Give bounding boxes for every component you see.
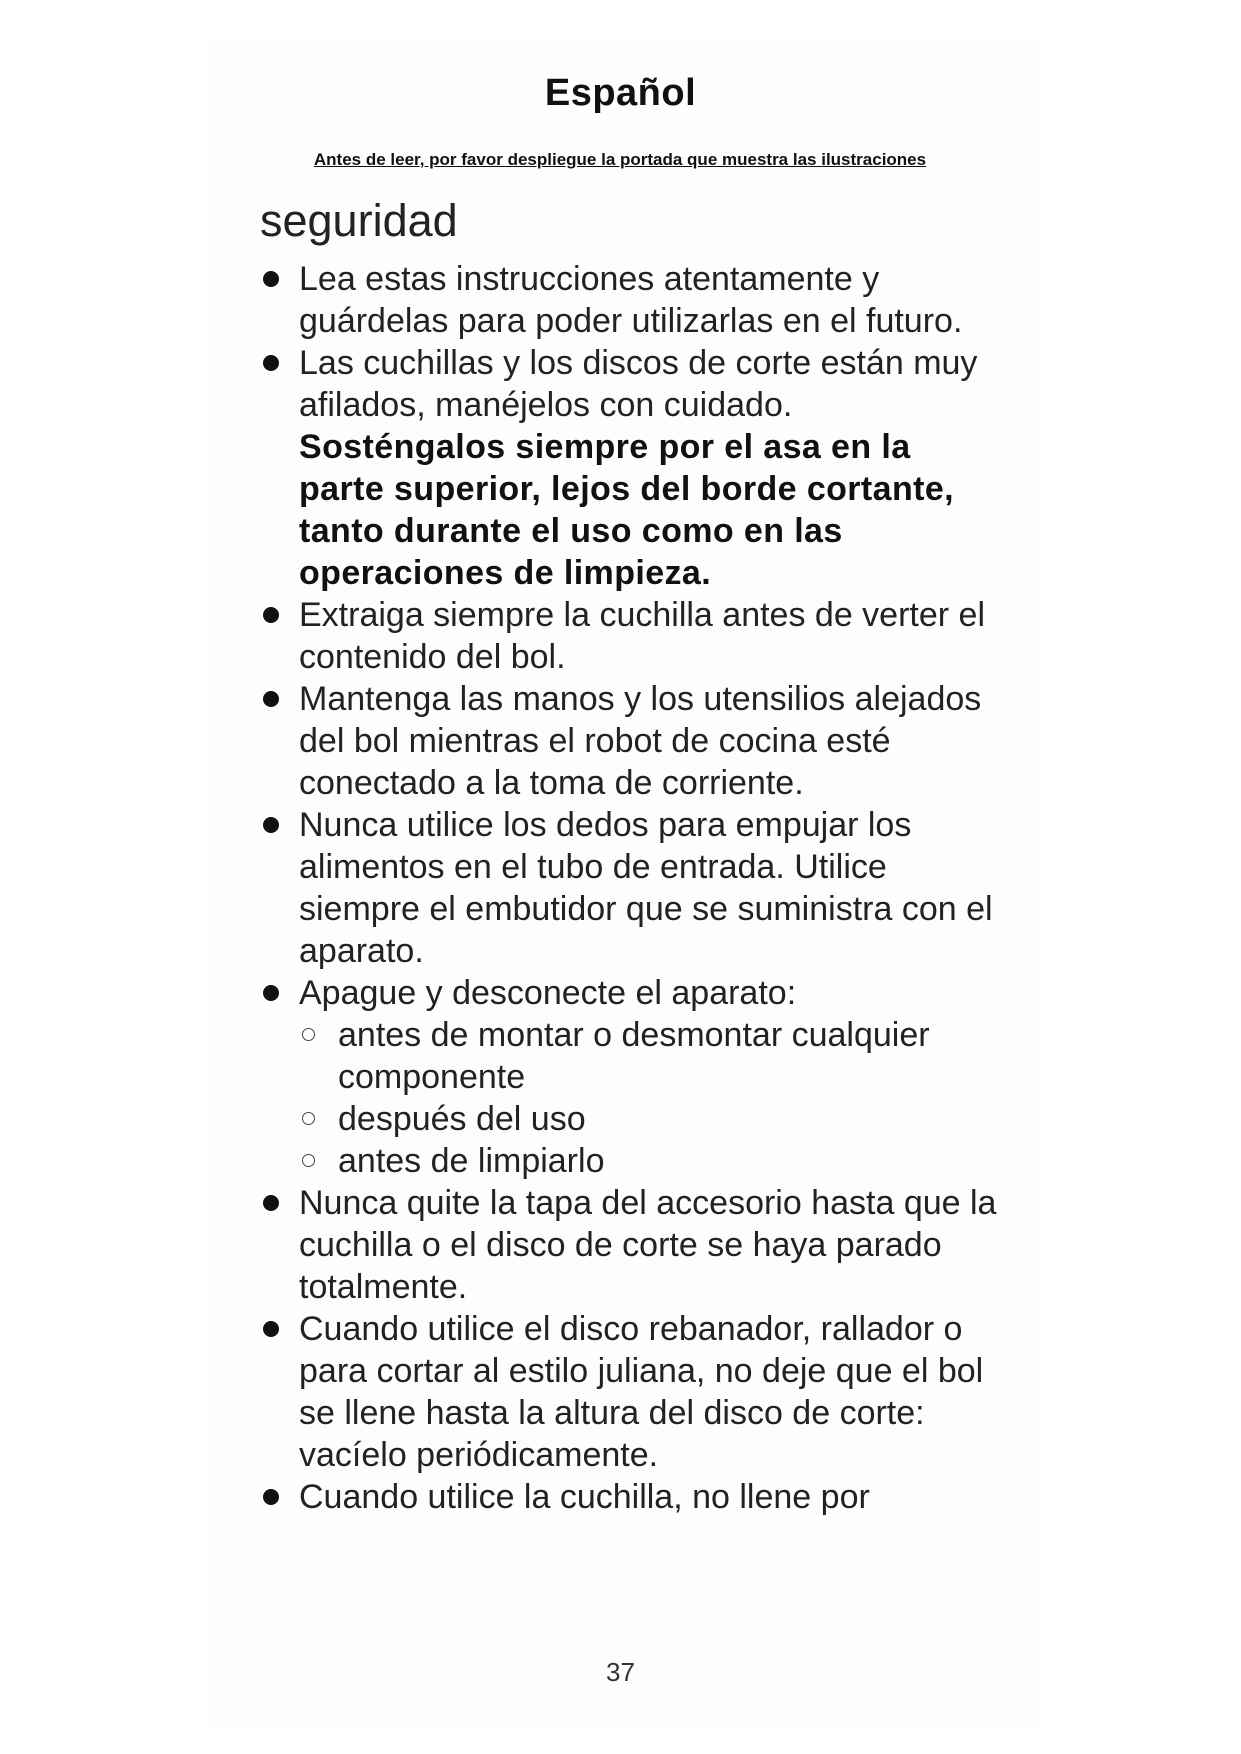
bullet-icon: [263, 985, 279, 1001]
circle-bullet-icon: [302, 1112, 315, 1125]
section-heading: seguridad: [260, 195, 458, 246]
sub-list: [299, 1014, 1000, 1182]
safety-list: [260, 258, 1000, 1518]
list-item: [260, 1476, 1000, 1518]
list-item-text: Las cuchillas y los discos de corte están muy afilados, manéjelos con cuidado.: [299, 344, 978, 424]
list-item-text: Lea estas instrucciones atentamente y guárdelas para poder utilizarlas en el futuro.: [299, 260, 963, 340]
list-item: [260, 678, 1000, 804]
sub-list-item-text: antes de limpiarlo: [338, 1142, 605, 1180]
language-title: Español: [544, 72, 697, 114]
page-number: 37: [606, 1657, 635, 1687]
list-item-text: Apague y desconecte el aparato:: [299, 974, 797, 1012]
list-item-text: Cuando utilice el disco rebanador, rallador o para cortar al estilo juliana, no deje que el bol se llene hasta la altura del disco de corte: vacíelo periódicamente.: [299, 1310, 984, 1474]
list-item: [260, 1308, 1000, 1476]
list-item: [260, 972, 1000, 1182]
bullet-icon: [263, 1195, 279, 1211]
list-item: [260, 594, 1000, 678]
list-item-text: Mantenga las manos y los utensilios alejados del bol mientras el robot de cocina esté conectado a la toma de corriente.: [299, 680, 982, 802]
warning-text: Sosténgalos siempre por el asa en la parte superior, lejos del borde cortante, tanto durante el uso como en las operaciones de limpieza.: [299, 428, 955, 592]
sub-list-item-text: antes de montar o desmontar cualquier componente: [338, 1016, 930, 1096]
bullet-icon: [263, 691, 279, 707]
list-item-text: Nunca quite la tapa del accesorio hasta que la cuchilla o el disco de corte se haya parado totalmente.: [299, 1184, 997, 1306]
fold-out-notice: Antes de leer, por favor despliegue la portada que muestra las ilustraciones: [313, 150, 927, 169]
list-item-text: Cuando utilice la cuchilla, no llene por: [299, 1478, 870, 1516]
bullet-icon: [263, 271, 279, 287]
list-item: [260, 804, 1000, 972]
bullet-icon: [263, 817, 279, 833]
safety-content: [260, 258, 1000, 1518]
sub-list-item: [299, 1140, 1000, 1182]
sub-list-item: [299, 1098, 1000, 1140]
list-item: [260, 1182, 1000, 1308]
bullet-icon: [263, 1321, 279, 1337]
bullet-icon: [263, 607, 279, 623]
bullet-icon: [263, 355, 279, 371]
list-item-text: Extraiga siempre la cuchilla antes de verter el contenido del bol.: [299, 596, 985, 676]
circle-bullet-icon: [302, 1154, 315, 1167]
bullet-icon: [263, 1489, 279, 1505]
circle-bullet-icon: [302, 1028, 315, 1041]
list-item: [260, 342, 1000, 594]
list-item: [260, 258, 1000, 342]
list-item-text: Nunca utilice los dedos para empujar los alimentos en el tubo de entrada. Utilice siempre el embutidor que se suministra con el aparato.: [299, 806, 993, 970]
sub-list-item: [299, 1014, 1000, 1098]
sub-list-item-text: después del uso: [338, 1100, 586, 1138]
